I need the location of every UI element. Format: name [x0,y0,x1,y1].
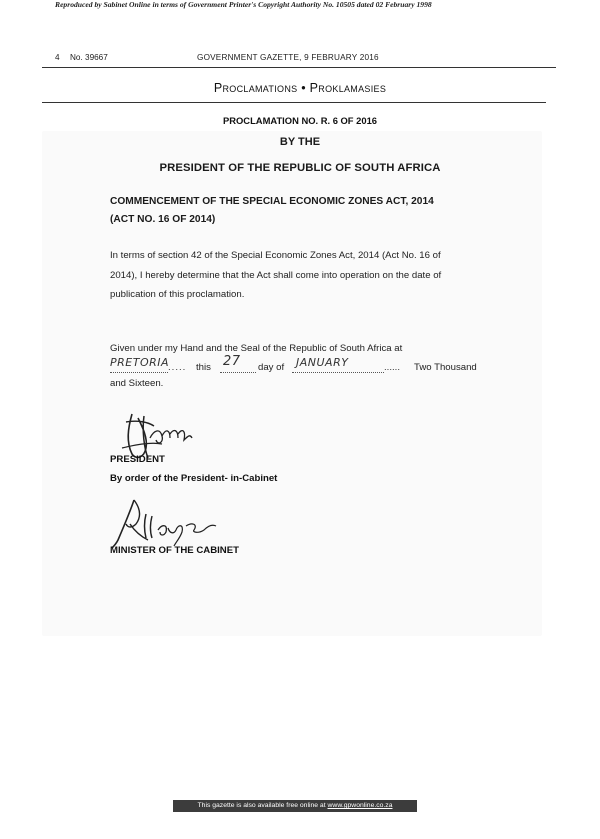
president-label: PRESIDENT [110,454,165,465]
dot-leader: ..... [168,362,187,373]
place-underline [110,372,168,373]
two-thousand-word: Two Thousand [414,362,477,373]
reproduction-notice: Reproduced by Sabinet Online in terms of Government Printer's Copyright Authority No. 10505 dated 02 February 1998 [55,0,432,9]
act-heading: COMMENCEMENT OF THE SPECIAL ECONOMIC ZONES ACT, 2014 [110,196,434,207]
header-rule [42,67,556,68]
gazette-header [55,53,555,65]
gazette-title: GOVERNMENT GAZETTE, 9 FEBRUARY 2016 [197,53,379,62]
this-word: this [196,362,211,373]
footer-link[interactable]: www.gpwonline.co.za [327,802,393,809]
month-underline [292,372,384,373]
handwritten-day: 27 [223,354,241,369]
by-order-line: By order of the President- in-Cabinet [110,473,278,484]
given-line-1: Given under my Hand and the Seal of the Republic of South Africa at [110,343,403,354]
body-line-3: publication of this proclamation. [110,289,245,300]
page-number: 4 [55,53,60,62]
footer-text: This gazette is also available free online at [197,802,326,809]
minister-label: MINISTER OF THE CABINET [110,545,239,556]
proclamation-number: PROCLAMATION NO. R. 6 OF 2016 [222,115,377,126]
gazette-number: No. 39667 [70,53,108,62]
section-rule [42,102,546,103]
given-line-3: and Sixteen. [110,378,164,389]
footer-notice [173,800,417,812]
body-line-1: In terms of section 42 of the Special Economic Zones Act, 2014 (Act No. 16 of [110,250,441,261]
dot-leader-2: ...... [384,362,400,373]
minister-signature-icon [112,494,222,552]
handwritten-month: JANUARY [296,356,349,369]
handwritten-place: PRETORIA [110,356,170,369]
body-line-2: 2014), I hereby determine that the Act shall come into operation on the date of [110,270,442,281]
day-underline [220,372,256,373]
by-the-line: BY THE [279,136,321,148]
president-heading: PRESIDENT OF THE REPUBLIC OF SOUTH AFRICA [159,162,441,174]
section-title: Proclamations • Proklamasies [213,81,387,95]
act-number-heading: (ACT NO. 16 OF 2014) [110,214,216,225]
day-of-word: day of [258,362,285,373]
